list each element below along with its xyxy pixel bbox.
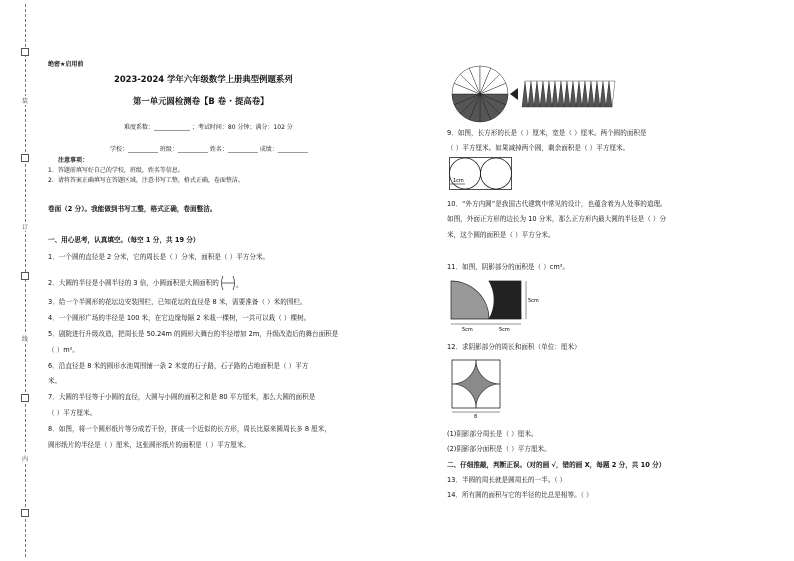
page-title: 2023-2024 学年六年级数学上册典型例题系列 [114,74,293,84]
question-9: 9．如图，长方形的长是（ ）厘米，宽是（ ）厘米。两个圆的面积是 [447,129,647,137]
seal-mark: 订 [19,222,31,231]
question-12: 12．求阴影部分的周长和面积（单位：厘米） [447,343,581,351]
question-8: 8．如图，将一个圆形纸片等分成若干份，拼成一个近似的长方形，周长比原来圆周长多 8 厘米， [48,425,331,433]
binding-hole [21,154,29,162]
question-7: 7．大圆的半径等于小圆的直径，大圆与小圆的面积之和是 80 平方厘米，那么大圆的面积是 [48,393,316,401]
student-info-line: 学校：__________ 班级：__________ 姓名：__________ 成绩：__________ [110,146,308,153]
question-11: 11．如图，阴影部分的面积是（ ）cm²。 [447,263,570,271]
question-5-cont: （ ）m²。 [48,346,79,354]
secret-mark: 绝密★启用前 [48,61,84,68]
fraction-blank [219,275,241,291]
question-1: 1．一个圆的直径是 2 分米，它的周长是（ ）分米，面积是（ ）平方分米。 [48,253,270,261]
question-14: 14．所有圆的面积与它的半径的比总是相等。（ ） [447,491,593,499]
neatness-note: 卷面（2 分）。我能做到书写工整，格式正确，卷面整洁。 [48,205,217,213]
q12-star-square-figure [449,357,503,419]
binding-hole [21,48,29,56]
exam-meta: 难度系数：____________ ；考试时间：80 分钟；满分：102 分 [124,124,293,131]
question-13: 13．半圆的周长就是圆周长的一半。（ ） [447,476,567,484]
seal-mark: 内 [19,454,31,463]
question-4: 4．一个圆形广场的半径是 100 米，在它边缘每隔 2 米栽一棵树，一共可以栽（ ）棵树。 [48,314,311,322]
question-2-text: 2．大圆的半径是小圆半径的 3 倍，小圆面积是大圆面积的 [48,279,219,287]
question-10-cont: 如图，外面正方形的边长为 10 分米，那么正方形内最大圆的半径是（ ）分 [447,215,667,223]
note-item: 1．答题前填写好自己的学校，班级，姓名等信息。 [48,167,184,174]
binding-hole [21,272,29,280]
question-8-cont: 圆形纸片的半径是（ ）厘米，这张圆形纸片的面积是（ ）平方厘米。 [48,441,251,449]
q12-label: 8 [474,414,478,420]
question-7-cont: （ ）平方厘米。 [48,409,97,417]
section-heading: 二、仔细推敲，判断正误。（对的画 √，错的画 X，每题 2 分，共 10 分） [447,461,666,469]
seal-mark: 装 [19,96,31,105]
q11-label: 5cm [462,327,473,333]
arrow-icon [510,88,518,100]
q11-label: 5cm [528,298,539,304]
binding-margin [18,4,32,557]
question-3: 3．给一个半圆形的花坛边安装围栏，已知花坛的直径是 8 米，需要准备（ ）米的围栏。 [48,298,307,306]
binding-hole [21,509,29,517]
question-6: 6．沿直径是 8 米的圆形水池周围铺一条 2 米宽的石子路，石子路的占地面积是（ ）平方 [48,362,309,370]
question-6-cont: 米。 [48,377,62,385]
question-10: 10．“外方内圆”是我国古代建筑中常见的设计，也蕴含着为人处事的道理。 [447,200,667,208]
note-item: 2．请将答案正确填写在答题区域，注意书写工整，格式正确，卷面整洁。 [48,177,244,184]
q8-circle-rectangle-figure [450,63,615,125]
notes-label: 注意事项： [58,157,89,164]
q11-label: 5cm [499,327,510,333]
question-2 [48,275,241,291]
seal-mark: 线 [19,334,31,343]
q9-rectangle-two-circles [449,157,513,192]
q9-label: 1cm [453,178,464,184]
question-10-cont2: 米，这个圆的面积是（ ）平方分米。 [447,231,555,239]
section-heading: 一、用心思考，认真填空。（每空 1 分，共 19 分） [48,236,200,244]
binding-hole [21,394,29,402]
svg-text:。: 。 [235,281,243,289]
question-12-a: (1)阴影部分周长是（ ）厘米。 [447,430,538,438]
question-5: 5．剧院进行升级改造，把周长是 50.24m 的圆形大舞台的半径增加 2m，升级改造后的舞台面积是 [48,330,339,338]
page-subtitle: 第一单元圆检测卷【B 卷 · 提高卷】 [133,96,269,106]
question-9-cont: （ ）平方厘米。如果减掉两个圆，剩余面积是（ ）平方厘米。 [447,144,630,152]
q11-shaded-figure [449,276,549,334]
question-12-b: (2)阴影部分面积是（ ）平方厘米。 [447,445,551,453]
